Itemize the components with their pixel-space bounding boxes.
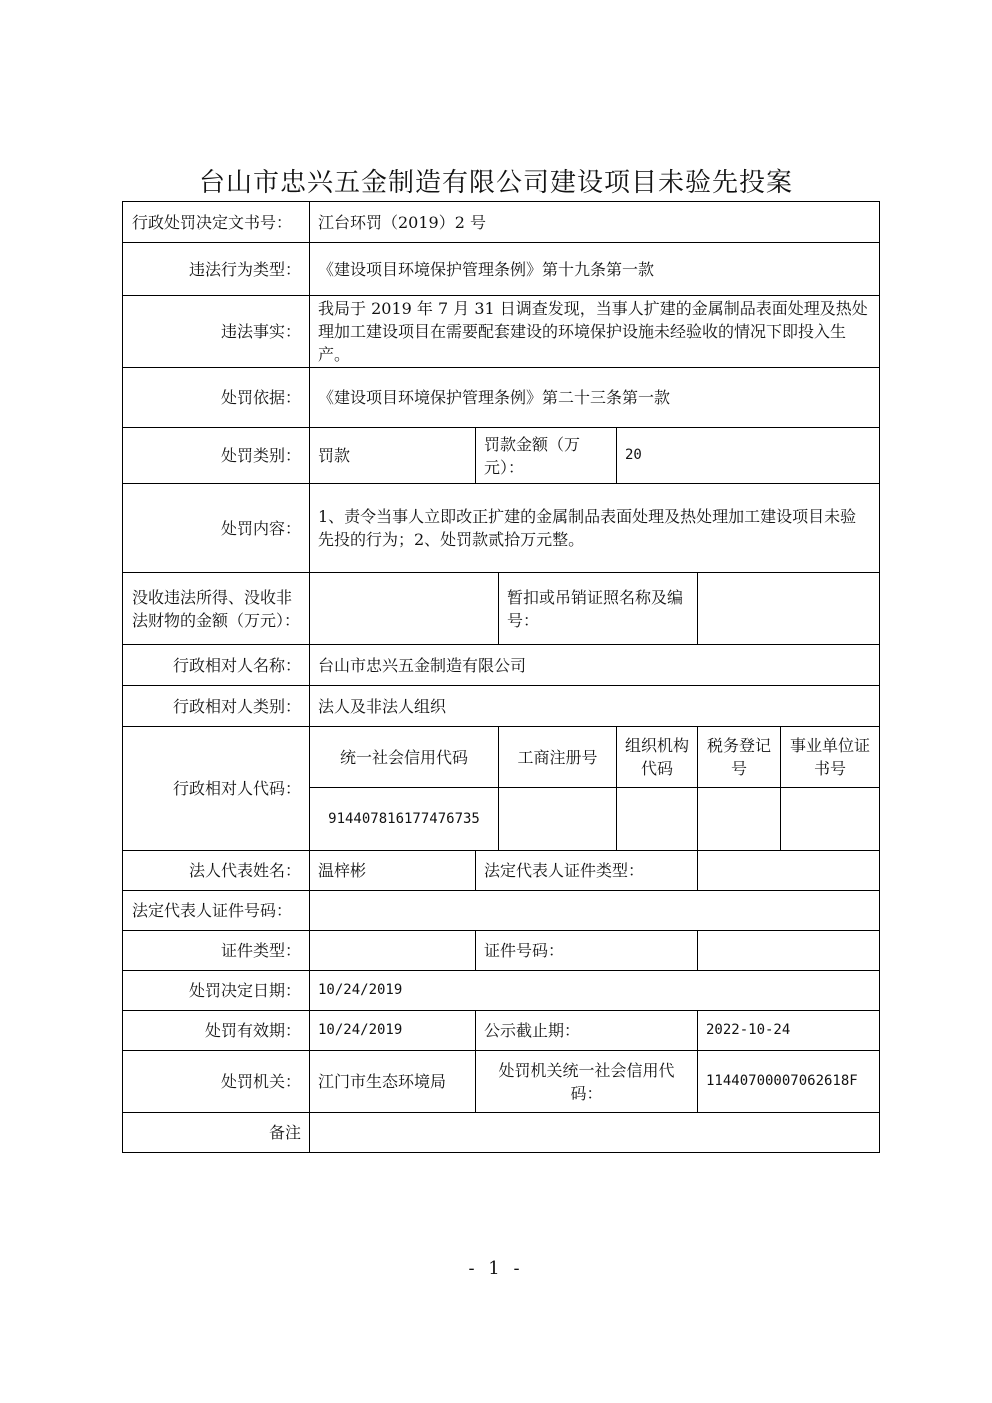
tax-reg-header: 税务登记号: [698, 727, 781, 788]
facts-label: 违法事实：: [123, 296, 310, 368]
tax-reg-value: [698, 788, 781, 851]
party-code-label: 行政相对人代码：: [123, 727, 310, 851]
row-party-name: [123, 645, 880, 686]
legal-rep-id-type-value: [698, 851, 880, 891]
category-value: 罚款: [310, 428, 476, 484]
credit-code-value: 914407816177476735: [310, 788, 499, 851]
cert-no-label: 证件号码：: [476, 931, 698, 971]
party-name-value: 台山市忠兴五金制造有限公司: [310, 645, 880, 686]
legal-rep-label: 法人代表姓名：: [123, 851, 310, 891]
institution-cert-header: 事业单位证书号: [781, 727, 880, 788]
credit-code-header: 统一社会信用代码: [310, 727, 499, 788]
content-label: 处罚内容：: [123, 484, 310, 573]
row-violation-type: [123, 243, 880, 296]
legal-rep-id-value: [310, 891, 880, 931]
page-number: - 1 -: [468, 1258, 524, 1279]
row-decision-no: [123, 202, 880, 243]
remarks-label: 备注: [123, 1113, 310, 1153]
institution-cert-value: [781, 788, 880, 851]
business-reg-value: [499, 788, 617, 851]
violation-type-value: 《建设项目环境保护管理条例》第十九条第一款: [310, 243, 880, 296]
penalty-info-table: [122, 201, 880, 1153]
legal-rep-value: 温梓彬: [310, 851, 476, 891]
row-legal-rep: [123, 851, 880, 891]
row-content: [123, 484, 880, 573]
category-label: 处罚类别：: [123, 428, 310, 484]
row-facts: [123, 296, 880, 368]
decision-no-value: 江台环罚（2019）2 号: [310, 202, 880, 243]
license-label: 暂扣或吊销证照名称及编号：: [499, 573, 698, 645]
row-party-type: [123, 686, 880, 727]
decision-date-label: 处罚决定日期：: [123, 971, 310, 1011]
cert-no-value: [698, 931, 880, 971]
violation-type-label: 违法行为类型：: [123, 243, 310, 296]
org-code-header: 组织机构代码: [617, 727, 698, 788]
row-remarks: [123, 1113, 880, 1153]
row-basis: [123, 368, 880, 428]
party-type-label: 行政相对人类别：: [123, 686, 310, 727]
party-name-label: 行政相对人名称：: [123, 645, 310, 686]
row-valid: [123, 1011, 880, 1051]
row-confiscation: [123, 573, 880, 645]
confiscation-value: [310, 573, 499, 645]
authority-value: 江门市生态环境局: [310, 1051, 476, 1113]
valid-label: 处罚有效期：: [123, 1011, 310, 1051]
business-reg-header: 工商注册号: [499, 727, 617, 788]
row-decision-date: [123, 971, 880, 1011]
authority-credit-value: 11440700007062618F: [698, 1051, 880, 1113]
row-authority: [123, 1051, 880, 1113]
authority-label: 处罚机关：: [123, 1051, 310, 1113]
basis-value: 《建设项目环境保护管理条例》第二十三条第一款: [310, 368, 880, 428]
row-cert: [123, 931, 880, 971]
cert-type-label: 证件类型：: [123, 931, 310, 971]
facts-value: 我局于 2019 年 7 月 31 日调查发现，当事人扩建的金属制品表面处理及热处理加工建设项目在需要配套建设的环境保护设施未经验收的情况下即投入生产。: [310, 296, 880, 368]
party-type-value: 法人及非法人组织: [310, 686, 880, 727]
decision-no-label: 行政处罚决定文书号：: [123, 202, 310, 243]
content-value: 1、责令当事人立即改正扩建的金属制品表面处理及热处理加工建设项目未验先投的行为；2、处罚款贰拾万元整。: [310, 484, 880, 573]
license-value: [698, 573, 880, 645]
remarks-value: [310, 1113, 880, 1153]
confiscation-label: 没收违法所得、没收非法财物的金额（万元）：: [123, 573, 310, 645]
legal-rep-id-type-label: 法定代表人证件类型：: [476, 851, 698, 891]
org-code-value: [617, 788, 698, 851]
row-category: [123, 428, 880, 484]
decision-date-value: 10/24/2019: [310, 971, 880, 1011]
cert-type-value: [310, 931, 476, 971]
document-title: 台山市忠兴五金制造有限公司建设项目未验先投案: [198, 168, 793, 198]
legal-rep-id-label: 法定代表人证件号码：: [123, 891, 310, 931]
fine-amount-label: 罚款金额（万元）：: [476, 428, 617, 484]
fine-amount-value: 20: [617, 428, 880, 484]
deadline-value: 2022-10-24: [698, 1011, 880, 1051]
row-legal-rep-id: [123, 891, 880, 931]
basis-label: 处罚依据：: [123, 368, 310, 428]
deadline-label: 公示截止期：: [476, 1011, 698, 1051]
valid-value: 10/24/2019: [310, 1011, 476, 1051]
row-party-code-headers: [123, 727, 880, 788]
authority-credit-label: 处罚机关统一社会信用代码：: [476, 1051, 698, 1113]
